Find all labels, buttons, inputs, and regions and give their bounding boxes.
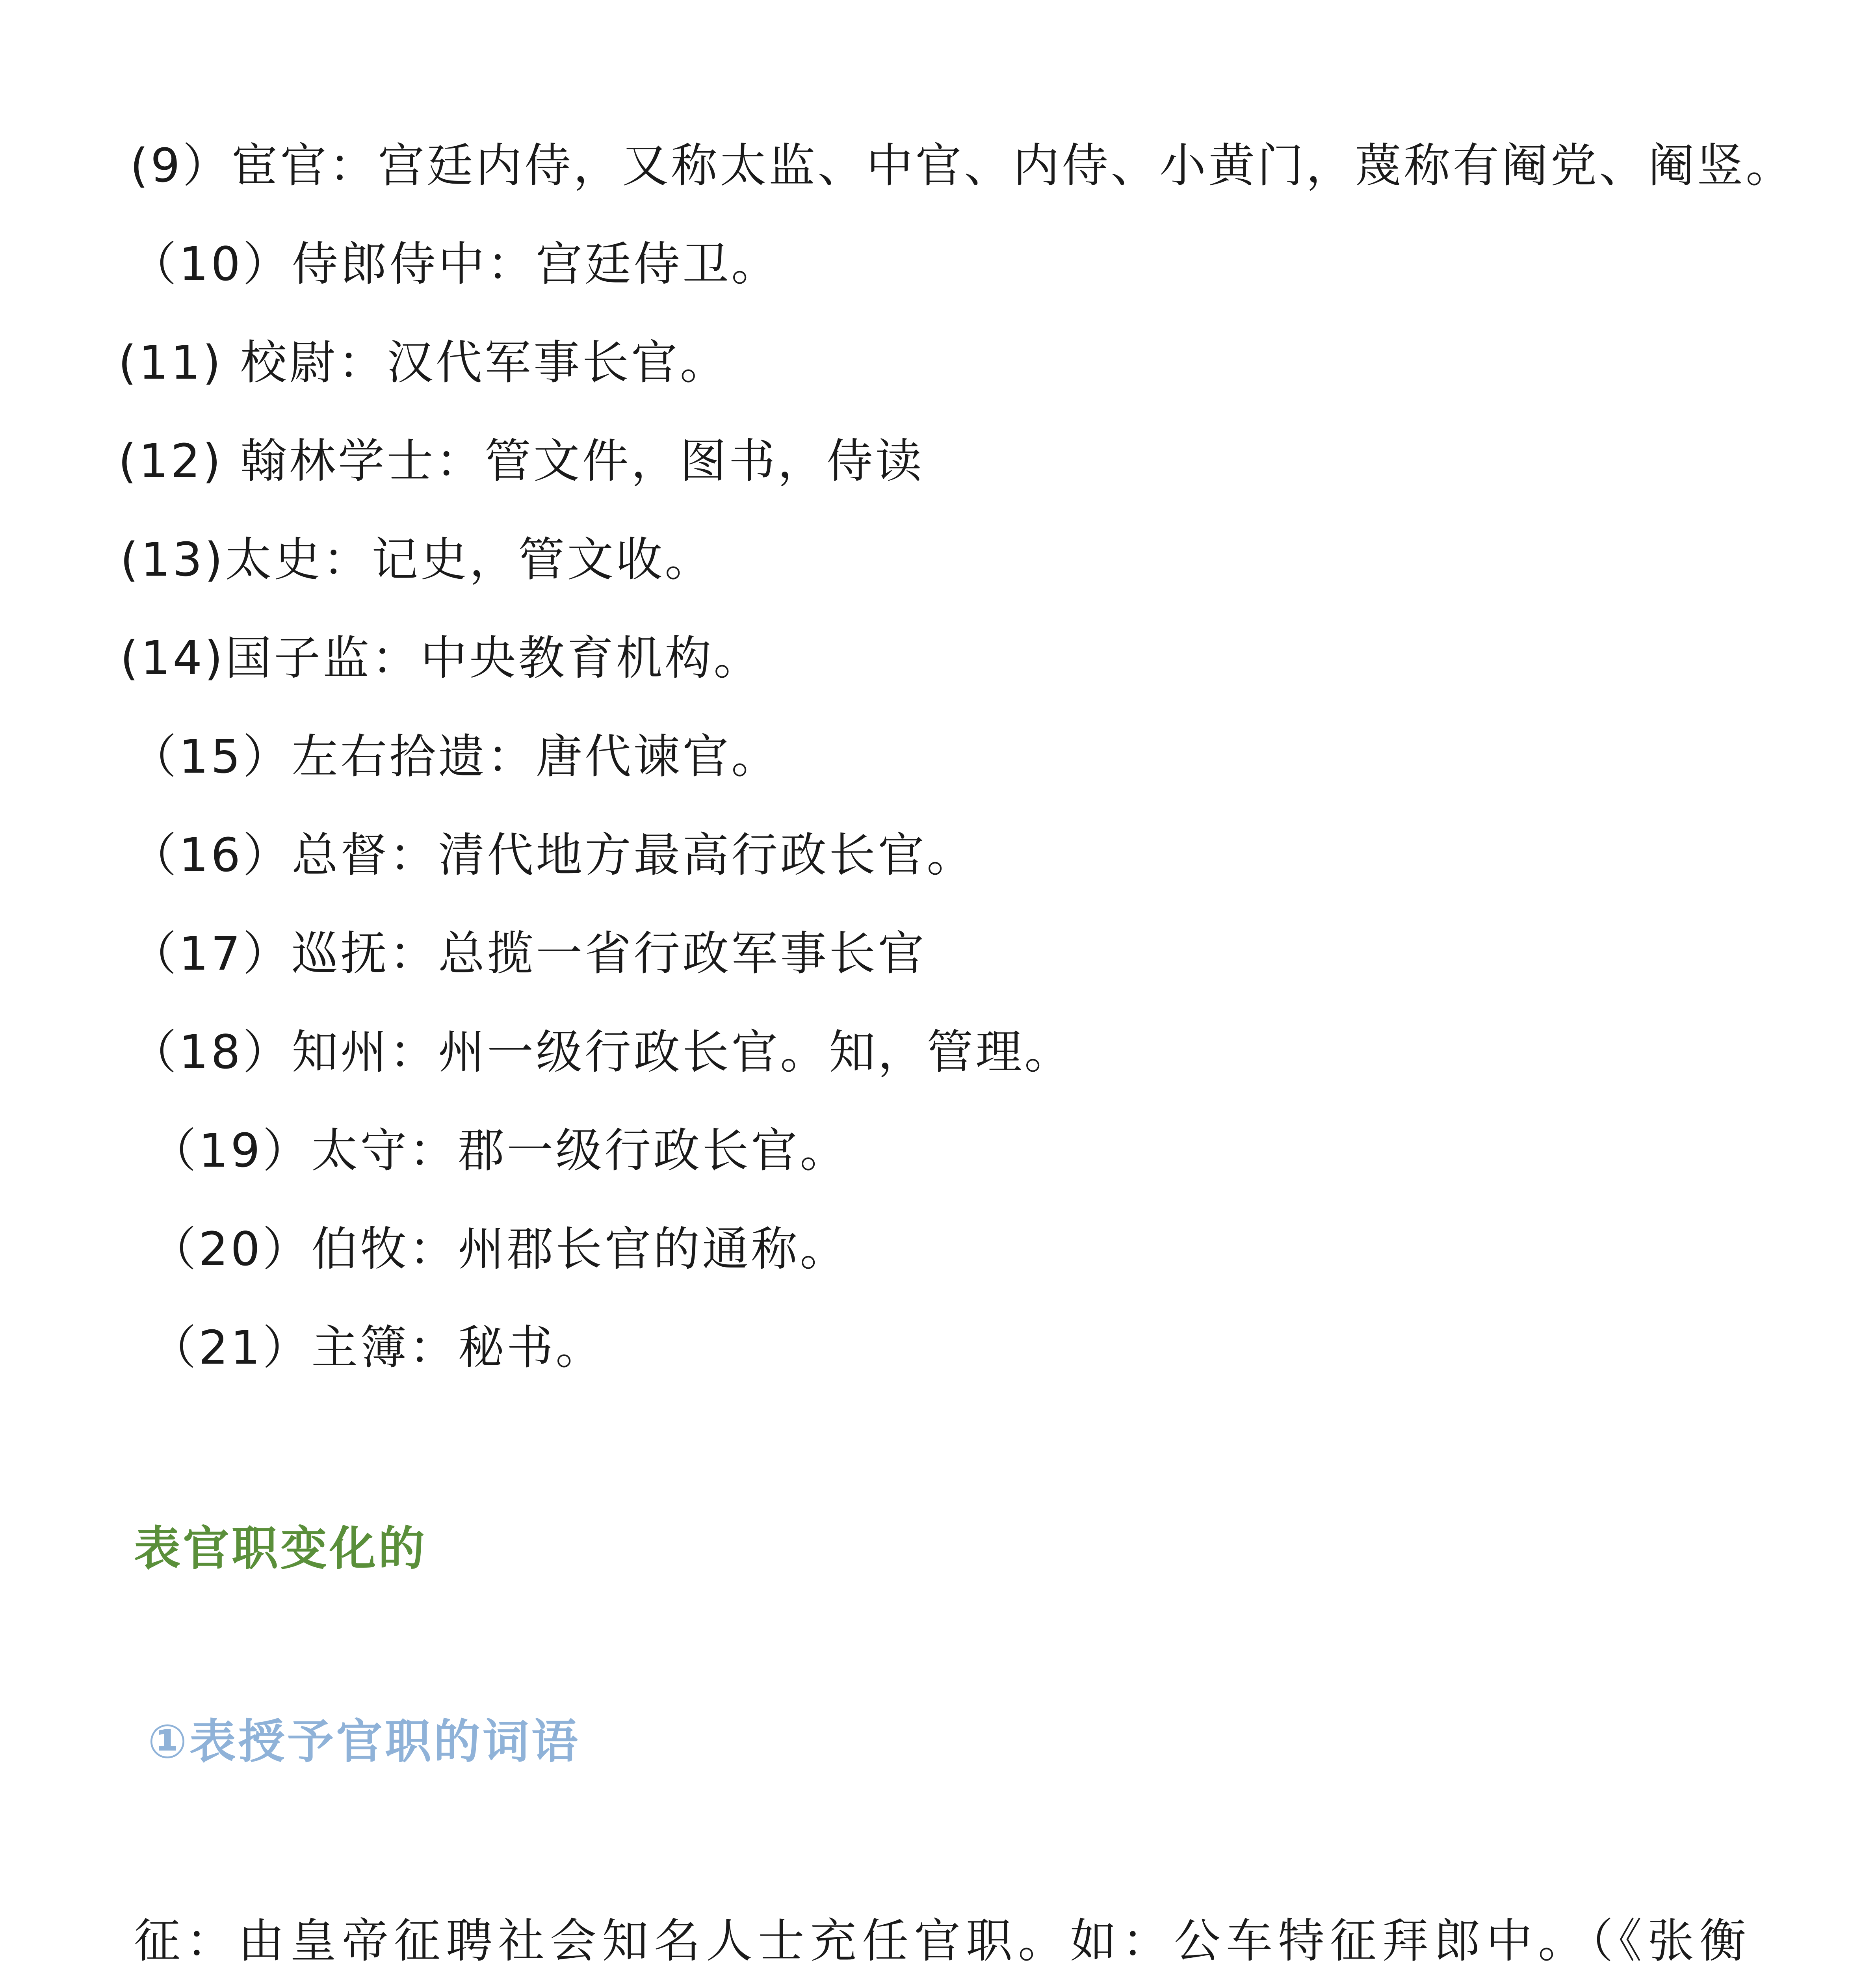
list-item: （10）侍郎侍中：宫廷侍卫。 [130,237,780,291]
list-item: （21）主簿：秘书。 [150,1320,605,1375]
section-heading: 表官职变化的 [134,1521,427,1576]
list-item: (14)国子监：中央教育机构。 [120,631,763,685]
list-item: （19）太守：郡一级行政长官。 [150,1123,849,1178]
subsection-heading: ①表授予官职的词语 [148,1714,580,1769]
list-item: （15）左右拾遗：唐代谏官。 [130,729,780,784]
list-item: （20）伯牧：州郡长官的通称。 [150,1222,849,1276]
list-item: （17）巡抚：总揽一省行政军事长官 [130,926,927,981]
list-item: （18）知州：州一级行政长官。知，管理。 [130,1025,1074,1079]
list-item: (13)太史：记史，管文收。 [120,532,714,587]
list-item: (12) 翰林学士：管文件，图书，侍读 [118,434,924,488]
list-item: (9）宦官：宫廷内侍，又称太监、中官、内侍、小黄门，蔑称有阉党、阉竖。 [130,138,1795,193]
paragraph-zheng: 征：由皇帝征聘社会知名人士充任官职。如：公车特征拜郎中。（《张衡 [134,1914,1752,1968]
list-item: （16）总督：清代地方最高行政长官。 [130,828,976,882]
list-item: (11) 校尉：汉代军事长官。 [118,335,729,390]
